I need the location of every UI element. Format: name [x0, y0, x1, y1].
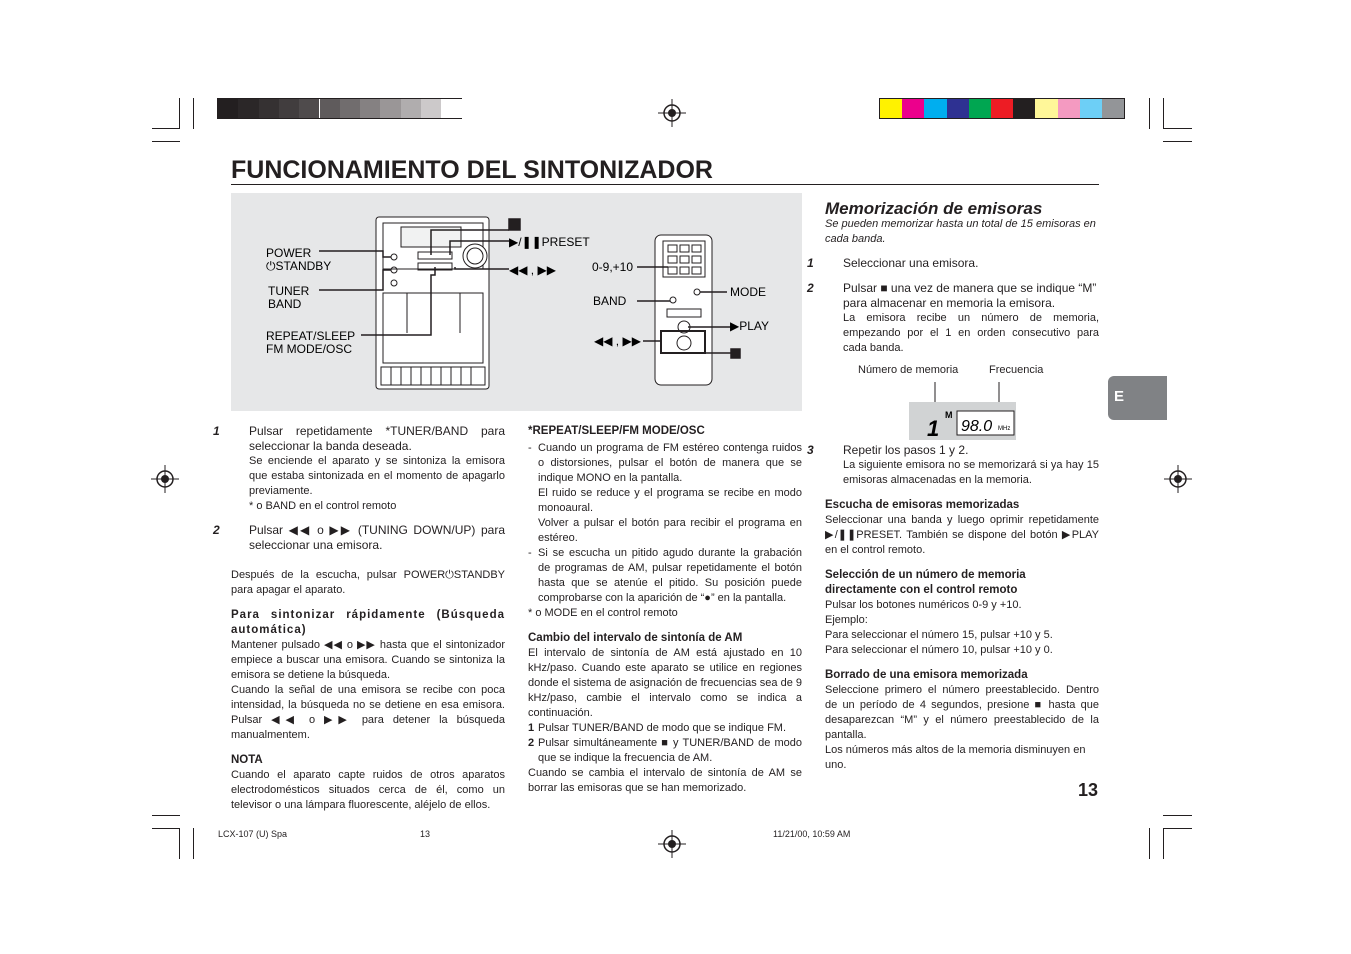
- color-swatch: [1013, 99, 1035, 118]
- direct-line2: Ejemplo:: [825, 614, 868, 626]
- left-column: 1 Pulsar repetidamente *TUNER/BAND para seleccionar la banda deseada. Se enciende el aparato y se sintoniza la emisora que estaba sintonizada en el momento de apagarlo previamente. * o BAND en el control remoto 2 Pulsar ◀◀ o ▶▶ (TUNING DOWN/UP) para seleccionar una emisora. Después de la escucha, pulsar POWER⏻STANDBY para apagar el aparato. Para sintonizar rápidamente (Búsqueda automática) Mantener pulsado ◀◀ o ▶▶ hasta que el sintonizador empiece a buscar una emisora. Cuando se sintoniza la emisora se detiene la búsqueda. Cuando la señal de una emisora se recibe con poca intensidad, la búsqueda no se detiene en esa emisora. Pulsar ◀◀ o ▶▶ para detener la búsqueda manualmentem. NOTA Cuando el aparato capte ruidos de otros aparatos electrodomésticos situados cerca de él, como un televisor o una lámpara fluorescente, aléjelo de ellos.: [213, 424, 505, 811]
- middle-column: *REPEAT/SLEEP/FM MODE/OSC - Cuando un programa de FM estéreo contenga ruidos o distorsiones, pulsar el botón de manera que se indique MONO en la pantalla. El ruido se reduce y el programa se recibe en modo monoaural. Volver a pulsar el botón para recibir el programa en estéreo. - Si se escucha un pitido agudo durante la grabación de programas de AM, pulsar repetidamente el botón hasta que se atenúe el pitido. Su posición puede comprobarse con la aparición de “●” en la pantalla. * o MODE en el control remoto Cambio del intervalo de sintonía de AM El intervalo de sintonía de AM está ajustado en 10 kHz/paso. Cuando este aparato se utilice en regiones donde el sistema de asignación de frecuencias sea de 9 kHz/paso, cambie el intervalo como se indica a continuación. 1 Pulsar TUNER/BAND de modo que se indique FM. 2 Pulsar simultáneamente ■ y TUNER/BAND de modo que se indique la frecuencia de AM. Cuando se cambia el intervalo de sintonía de AM se borrar las emisoras que se han memorizado.: [528, 425, 802, 794]
- erase-heading: Borrado de una emisora memorizada: [825, 669, 1028, 681]
- stereo-unit-drawing: [376, 217, 489, 389]
- repeat-bullet-2: Si se escucha un pitido agudo durante la grabación de programas de AM, pulsar repetidamente el botón hasta que se atenúe el pitido. Su posición puede comprobarse con la aparición de “●” en la pantalla.: [538, 547, 802, 604]
- mem-step1: Seleccionar una emisora.: [843, 256, 979, 270]
- device-illustration: [231, 193, 802, 411]
- remote-num-label: 0-9,+10: [592, 260, 634, 274]
- display-example: [825, 358, 1099, 443]
- color-swatch: [924, 99, 946, 118]
- page-title: FUNCIONAMIENTO DEL SINTONIZADOR: [231, 156, 713, 184]
- step1-note2: * o BAND en el control remoto: [249, 500, 397, 512]
- am-step2: Pulsar simultáneamente ■ y TUNER/BAND de modo que se indique la frecuencia de AM.: [538, 737, 802, 764]
- step1-text: Pulsar repetidamente *TUNER/BAND para seleccionar la banda deseada.: [249, 424, 505, 453]
- remote-mode-label: MODE: [730, 285, 766, 299]
- remote-band-label: BAND: [593, 294, 627, 308]
- fm-mode-label: FM MODE/OSC: [266, 342, 352, 356]
- direct-line4: Para seleccionar el número 10, pulsar +10 y 0.: [825, 644, 1053, 656]
- repeat-bullet-1b: El ruido se reduce y el programa se recibe en modo monoaural.: [538, 487, 802, 514]
- am-heading: Cambio del intervalo de sintonía de AM: [528, 632, 743, 644]
- direct-line1: Pulsar los botones numéricos 0-9 y +10.: [825, 599, 1022, 611]
- title-rule: [231, 184, 1099, 185]
- color-swatch: [880, 99, 902, 118]
- skip-label-unit: ◀◀ , ▶▶: [509, 263, 556, 277]
- note-text: Cuando el aparato capte ruidos de otros aparatos electrodomésticos situados cerca de él, como un televisor o una lámpara fluorescente, aléjelo de ellos.: [231, 769, 505, 811]
- fast-tuning-heading: Para sintonizar rápidamente (Búsqueda automática): [231, 609, 505, 636]
- memory-number-digit: 1: [927, 416, 940, 440]
- repeat-heading: *REPEAT/SLEEP/FM MODE/OSC: [528, 425, 705, 437]
- color-swatch: [902, 99, 924, 118]
- color-swatch: [238, 99, 258, 118]
- mhz-unit: MHz: [998, 426, 1011, 432]
- footer-file: LCX-107 (U) Spa: [218, 829, 288, 839]
- right-column: Se pueden memorizar hasta un total de 15 emisoras en cada banda. 1 Seleccionar una emisora. 2 Pulsar ■ una vez de manera que se indique “M” para almacenar en memoria la emisora. La emisora recibe un número de memoria, empezando por el 1 en orden consecutivo para cada banda. Número de memoria Frecuencia 1 M 98.0 MHz 3 Repetir los pasos 1 y 2. La siguiente emisora no se memorizará si ya hay 15 emisoras almacenadas en la memoria. Escucha de emisoras memorizadas Seleccionar una banda y luego oprimir repetidamente ▶/❚❚PRESET. También se dispone del botón ▶PLAY en el control remoto. Selección de un número de memoria directamente con el control remoto Pulsar los botones numéricos 0-9 y +10. Ejemplo: Para seleccionar el número 15, pulsar +10 y 5. Para seleccionar el número 10, pulsar +10 y 0. Borrado de una emisora memorizada Seleccione primero el número preestablecido. Dentro de un período de 4 segundos, presione ■ hasta que desaparezcan “M” y el número preestablecido de la pantalla. Los números más altos de la memoria disminuyen en uno.: [807, 218, 1099, 771]
- device-diagram: [231, 193, 802, 411]
- note-heading: NOTA: [231, 754, 263, 766]
- fast-tuning-p1: Mantener pulsado ◀◀ o ▶▶ hasta que el sintonizador empiece a buscar una emisora. Cuando se sintoniza la emisora se detiene la búsqueda.: [231, 639, 505, 681]
- mem-step3-note: La siguiente emisora no se memorizará si ya hay 15 emisoras almacenadas en la memoria.: [843, 459, 1099, 486]
- step2-text: Pulsar ◀◀ o ▶▶ (TUNING DOWN/UP) para seleccionar una emisora.: [249, 523, 505, 552]
- color-swatch: [218, 99, 238, 118]
- color-swatch: [991, 99, 1013, 118]
- erase-text-2: Los números más altos de la memoria disminuyen en uno.: [825, 744, 1086, 771]
- listen-heading: Escucha de emisoras memorizadas: [825, 499, 1020, 511]
- lcd-display: [909, 378, 1017, 440]
- color-swatch: [299, 99, 319, 118]
- color-swatch: [1058, 99, 1080, 118]
- registration-target-icon: [151, 465, 179, 493]
- tuner-label: TUNER: [268, 284, 310, 298]
- registration-target-icon: [658, 830, 686, 858]
- preset-label: ▶/❚❚PRESET: [509, 235, 590, 249]
- band-label: BAND: [268, 297, 302, 311]
- color-swatch: [947, 99, 969, 118]
- remote-mode-note: * o MODE en el control remoto: [528, 607, 678, 619]
- page-number: 13: [1078, 780, 1099, 800]
- color-swatch: [340, 99, 360, 118]
- memory-subtitle: Se pueden memorizar hasta un total de 15 emisoras en cada banda.: [825, 218, 1096, 245]
- color-swatch: [969, 99, 991, 118]
- frequency-digits: 98.0: [961, 418, 993, 435]
- listen-text: Seleccionar una banda y luego oprimir repetidamente ▶/❚❚PRESET. También se dispone del botón ▶PLAY en el control remoto.: [825, 514, 1099, 556]
- footer-page: 13: [420, 829, 431, 839]
- mem-step3: Repetir los pasos 1 y 2.: [843, 443, 969, 457]
- direct-heading: Selección de un número de memoria directamente con el control remoto: [825, 569, 1026, 596]
- color-swatch: [279, 99, 299, 118]
- registration-target-icon: [1164, 465, 1192, 493]
- am-p1: El intervalo de sintonía de AM está ajustado en 10 kHz/paso. Cuando este aparato se utilice en regiones donde el sistema de asignación de frecuencias sea de 9 kHz/paso, cambie el intervalo como se indica a continuación.: [528, 647, 802, 719]
- remote-control-drawing: [655, 235, 712, 385]
- mem-step2: Pulsar ■ una vez de manera que se indique “M” para almacenar en memoria la emisora.: [843, 281, 1097, 310]
- memory-number-label: Número de memoria: [858, 364, 959, 376]
- am-p2: Cuando se cambia el intervalo de sintonía de AM se borrar las emisoras que se han memorizado.: [528, 767, 802, 794]
- repeat-sleep-label: REPEAT/SLEEP: [266, 329, 356, 343]
- memory-heading: Memorización de emisoras: [825, 199, 1043, 218]
- step1-note: Se enciende el aparato y se sintoniza la emisora que estaba sintonizada en el momento de apagarlo previamente.: [249, 455, 505, 497]
- am-step1: Pulsar TUNER/BAND de modo que se indique FM.: [538, 722, 787, 734]
- power-label: POWER: [266, 246, 312, 260]
- erase-text: Seleccione primero el número preestablecido. Dentro de un período de 4 segundos, presione ■ hasta que desaparezcan “M” y el número preestablecido de la pantalla.: [825, 684, 1099, 741]
- remote-play-label: ▶PLAY: [730, 319, 770, 333]
- color-swatch: [320, 99, 340, 118]
- registration-target-icon: [658, 99, 686, 127]
- grayscale-calibration-bar: [217, 98, 462, 119]
- repeat-bullet-1c: Volver a pulsar el botón para recibir el programa en estéreo.: [538, 517, 802, 544]
- color-swatch: [441, 99, 461, 118]
- color-swatch: [1102, 99, 1124, 118]
- frequency-label: Frecuencia: [989, 364, 1044, 376]
- color-swatch: [1080, 99, 1102, 118]
- mem-step2-note: La emisora recibe un número de memoria, empezando por el 1 en orden consecutivo para cada banda.: [843, 312, 1099, 354]
- footer-date: 11/21/00, 10:59 AM: [773, 829, 851, 839]
- color-swatch: [360, 99, 380, 118]
- repeat-bullet-1: Cuando un programa de FM estéreo contenga ruidos o distorsiones, pulsar el botón de manera que se indique MONO en la pantalla.: [538, 442, 802, 484]
- after-text: Después de la escucha, pulsar POWER⏻STANDBY para apagar el aparato.: [231, 569, 505, 596]
- standby-label: ⏻STANDBY: [266, 259, 332, 273]
- color-swatch: [380, 99, 400, 118]
- remote-skip-label: ◀◀ , ▶▶: [594, 334, 641, 348]
- memory-m-indicator: M: [945, 410, 953, 420]
- color-swatch: [421, 99, 441, 118]
- color-swatch: [1035, 99, 1057, 118]
- color-calibration-bar: [879, 98, 1125, 119]
- language-tab: E: [1108, 376, 1167, 420]
- fast-tuning-p2: Cuando la señal de una emisora se recibe con poca intensidad, la búsqueda no se detiene en esa emisora. Pulsar ◀◀ o ▶▶ para detener la búsqueda manualmentem.: [231, 684, 505, 741]
- color-swatch: [401, 99, 421, 118]
- color-swatch: [259, 99, 279, 118]
- direct-line3: Para seleccionar el número 15, pulsar +10 y 5.: [825, 629, 1053, 641]
